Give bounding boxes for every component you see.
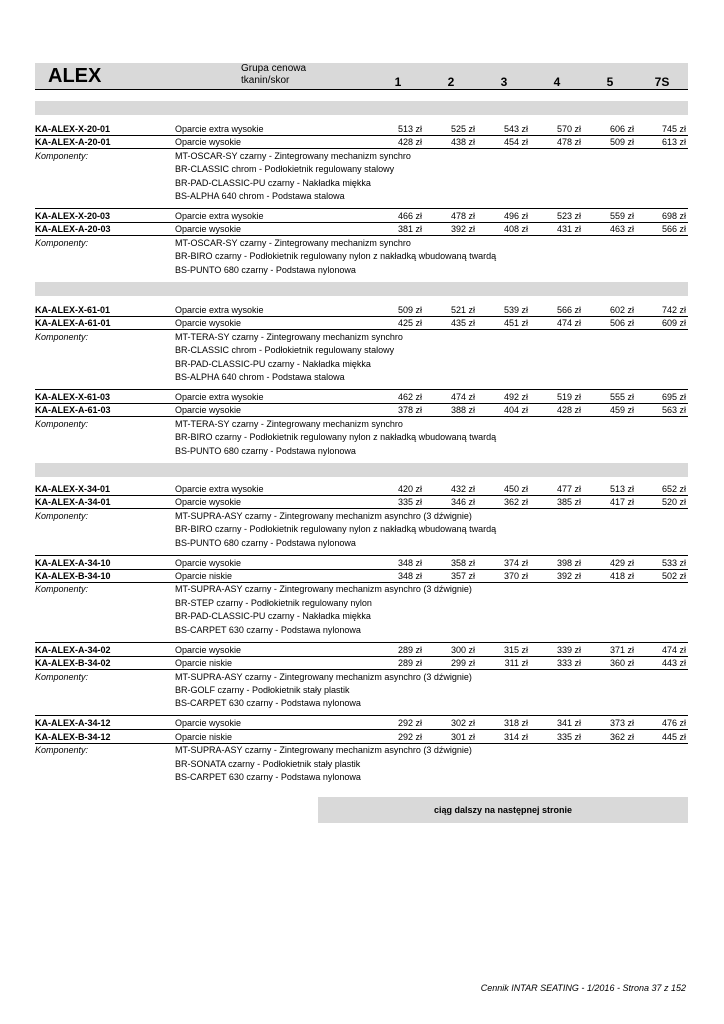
product-code: KA-ALEX-A-61-03 xyxy=(35,405,111,416)
price-cell: 357 zł xyxy=(450,571,475,582)
component-description: MT-OSCAR-SY czarny - Zintegrowany mechanizm synchro xyxy=(175,237,411,248)
price-cell: 502 zł xyxy=(661,571,686,582)
header-rule xyxy=(35,89,688,90)
product-code: KA-ALEX-X-20-01 xyxy=(35,124,111,134)
price-cell: 559 zł xyxy=(609,211,634,222)
product-description: Oparcie wysokie xyxy=(175,718,242,729)
price-cell: 292 zł xyxy=(397,731,422,742)
price-cell: 609 zł xyxy=(661,318,686,329)
price-cell: 398 zł xyxy=(556,557,581,568)
price-cell: 373 zł xyxy=(609,718,634,729)
block-rule xyxy=(35,642,688,643)
price-cell: 513 zł xyxy=(397,124,422,134)
component-row xyxy=(35,431,688,444)
component-row xyxy=(35,510,688,523)
price-cell: 314 zł xyxy=(503,731,528,742)
price-cell: 451 zł xyxy=(503,318,528,329)
component-row xyxy=(35,758,688,771)
price-cell: 478 zł xyxy=(556,137,581,148)
component-description: BR-STEP czarny - Podłokietnik regulowany nylon xyxy=(175,597,372,608)
component-description: BR-GOLF czarny - Podłokietnik stały plastik xyxy=(175,684,350,695)
column-header-2: 2 xyxy=(447,75,455,89)
continuation-note: ciąg dalszy na następnej stronie xyxy=(318,797,688,823)
price-cell: 525 zł xyxy=(450,124,475,134)
price-cell: 698 zł xyxy=(661,211,686,222)
price-cell: 566 zł xyxy=(556,305,581,315)
price-cell: 289 zł xyxy=(397,644,422,655)
price-cell: 318 zł xyxy=(503,718,528,729)
price-cell: 388 zł xyxy=(450,405,475,416)
price-cell: 289 zł xyxy=(397,658,422,669)
product-description: Oparcie wysokie xyxy=(175,224,242,235)
component-description: BR-CLASSIC chrom - Podłokietnik regulowany stalowy xyxy=(175,164,395,175)
product-description: Oparcie extra wysokie xyxy=(175,124,264,134)
component-description: BS-ALPHA 640 chrom - Podstawa stalowa xyxy=(175,372,345,382)
components-label: Komponenty: xyxy=(35,237,89,248)
product-code: KA-ALEX-A-34-02 xyxy=(35,644,111,655)
price-cell: 745 zł xyxy=(661,124,686,134)
component-description: MT-SUPRA-ASY czarny - Zintegrowany mechanizm asynchro (3 dźwignie) xyxy=(175,584,472,595)
price-cell: 443 zł xyxy=(661,658,686,669)
price-cell: 348 zł xyxy=(397,571,422,582)
component-description: BS-ALPHA 640 chrom - Podstawa stalowa xyxy=(175,191,345,201)
component-row xyxy=(35,177,688,190)
component-row xyxy=(35,418,688,431)
price-cell: 335 zł xyxy=(556,731,581,742)
components-label: Komponenty: xyxy=(35,418,89,429)
price-group-label xyxy=(241,63,306,87)
component-row xyxy=(35,264,688,277)
price-cell: 539 zł xyxy=(503,305,528,315)
component-description: MT-OSCAR-SY czarny - Zintegrowany mechanizm synchro xyxy=(175,150,411,161)
price-cell: 302 zł xyxy=(450,718,475,729)
column-header-1: 1 xyxy=(394,75,402,89)
product-description: Oparcie wysokie xyxy=(175,137,242,148)
column-header-3: 3 xyxy=(500,75,508,89)
price-cell: 509 zł xyxy=(609,137,634,148)
price-cell: 292 zł xyxy=(397,718,422,729)
components-label: Komponenty: xyxy=(35,584,89,595)
price-cell: 417 zł xyxy=(609,497,634,508)
component-description: BS-PUNTO 680 czarny - Podstawa nylonowa xyxy=(175,445,356,456)
product-description: Oparcie wysokie xyxy=(175,318,242,329)
product-description: Oparcie wysokie xyxy=(175,644,242,655)
product-code: KA-ALEX-B-34-12 xyxy=(35,731,111,742)
price-cell: 301 zł xyxy=(450,731,475,742)
product-code: KA-ALEX-X-20-03 xyxy=(35,211,111,222)
price-cell: 348 zł xyxy=(397,557,422,568)
price-cell: 606 zł xyxy=(609,124,634,134)
price-cell: 392 zł xyxy=(450,224,475,235)
price-cell: 533 zł xyxy=(661,557,686,568)
component-description: MT-SUPRA-ASY czarny - Zintegrowany mechanizm asynchro (3 dźwignie) xyxy=(175,745,472,756)
product-code: KA-ALEX-B-34-02 xyxy=(35,658,111,669)
price-cell: 523 zł xyxy=(556,211,581,222)
price-cell: 521 zł xyxy=(450,305,475,315)
price-cell: 602 zł xyxy=(609,305,634,315)
product-code: KA-ALEX-A-34-12 xyxy=(35,718,111,729)
price-cell: 652 zł xyxy=(661,484,686,494)
price-cell: 311 zł xyxy=(504,658,528,669)
price-cell: 478 zł xyxy=(450,211,475,222)
component-row xyxy=(35,190,688,203)
component-row xyxy=(35,445,688,458)
price-cell: 454 zł xyxy=(503,137,528,148)
component-row xyxy=(35,371,688,384)
component-row xyxy=(35,583,688,596)
component-row xyxy=(35,237,688,250)
price-cell: 742 zł xyxy=(661,305,686,315)
price-cell: 428 zł xyxy=(556,405,581,416)
price-group-label-line2: tkanin/skor xyxy=(241,75,290,86)
component-row xyxy=(35,331,688,344)
component-row xyxy=(35,771,688,784)
product-description: Oparcie wysokie xyxy=(175,497,242,508)
price-cell: 466 zł xyxy=(397,211,422,222)
price-cell: 566 zł xyxy=(661,224,686,235)
price-cell: 476 zł xyxy=(661,718,686,729)
component-description: MT-SUPRA-ASY czarny - Zintegrowany mechanizm asynchro (3 dźwignie) xyxy=(175,510,472,521)
component-row xyxy=(35,684,688,697)
price-cell: 370 zł xyxy=(503,571,528,582)
component-row xyxy=(35,163,688,176)
group-separator-band xyxy=(35,282,688,296)
component-description: MT-TERA-SY czarny - Zintegrowany mechanizm synchro xyxy=(175,331,403,342)
price-cell: 420 zł xyxy=(397,484,422,494)
block-rule xyxy=(35,389,688,390)
price-cell: 358 zł xyxy=(450,557,475,568)
price-cell: 474 zł xyxy=(661,644,686,655)
column-header-5: 5 xyxy=(606,75,614,89)
price-cell: 335 zł xyxy=(397,497,422,508)
price-cell: 381 zł xyxy=(397,224,422,235)
component-row xyxy=(35,250,688,263)
price-cell: 563 zł xyxy=(661,405,686,416)
components-label: Komponenty: xyxy=(35,510,89,521)
price-cell: 315 zł xyxy=(503,644,528,655)
product-description: Oparcie niskie xyxy=(175,731,233,742)
column-header-7s: 7S xyxy=(654,75,670,89)
price-cell: 431 zł xyxy=(556,224,581,235)
price-cell: 477 zł xyxy=(556,484,581,494)
component-row xyxy=(35,358,688,371)
price-cell: 429 zł xyxy=(609,557,634,568)
group-separator-band xyxy=(35,463,688,477)
product-description: Oparcie extra wysokie xyxy=(175,211,264,222)
price-cell: 374 zł xyxy=(503,557,528,568)
price-cell: 339 zł xyxy=(556,644,581,655)
price-cell: 300 zł xyxy=(450,644,475,655)
components-label: Komponenty: xyxy=(35,671,89,682)
price-cell: 408 zł xyxy=(503,224,528,235)
price-cell: 474 zł xyxy=(556,318,581,329)
block-rule xyxy=(35,555,688,556)
product-description: Oparcie wysokie xyxy=(175,557,242,568)
product-code: KA-ALEX-A-20-01 xyxy=(35,137,111,148)
column-header-4: 4 xyxy=(553,75,561,89)
price-cell: 432 zł xyxy=(450,484,475,494)
price-cell: 509 zł xyxy=(397,305,422,315)
component-description: BS-CARPET 630 czarny - Podstawa nylonowa xyxy=(175,624,361,635)
components-label: Komponenty: xyxy=(35,745,89,756)
component-row xyxy=(35,697,688,710)
price-cell: 496 zł xyxy=(503,211,528,222)
components-label: Komponenty: xyxy=(35,331,89,342)
product-description: Oparcie extra wysokie xyxy=(175,392,264,403)
components-label: Komponenty: xyxy=(35,150,89,161)
price-cell: 333 zł xyxy=(556,658,581,669)
block-rule xyxy=(35,208,688,209)
product-code: KA-ALEX-A-20-03 xyxy=(35,224,111,235)
price-cell: 371 zł xyxy=(609,644,634,655)
price-cell: 513 zł xyxy=(609,484,634,494)
price-cell: 492 zł xyxy=(503,392,528,403)
component-description: BS-CARPET 630 czarny - Podstawa nylonowa xyxy=(175,698,361,709)
product-code: KA-ALEX-A-61-01 xyxy=(35,318,111,329)
component-row xyxy=(35,624,688,637)
price-cell: 459 zł xyxy=(609,405,634,416)
component-description: MT-TERA-SY czarny - Zintegrowany mechanizm synchro xyxy=(175,418,403,429)
price-cell: 462 zł xyxy=(397,392,422,403)
component-row xyxy=(35,150,688,163)
price-cell: 341 zł xyxy=(556,718,581,729)
component-row xyxy=(35,344,688,357)
component-row xyxy=(35,610,688,623)
price-cell: 519 zł xyxy=(556,392,581,403)
product-code: KA-ALEX-X-61-03 xyxy=(35,392,111,403)
price-cell: 428 zł xyxy=(397,137,422,148)
price-group-label-line1: Grupa cenowa xyxy=(241,63,307,74)
group-separator-band xyxy=(35,101,688,115)
product-code: KA-ALEX-B-34-10 xyxy=(35,571,111,582)
price-cell: 445 zł xyxy=(661,731,686,742)
product-code: KA-ALEX-X-34-01 xyxy=(35,484,111,494)
component-description: BR-BIRO czarny - Podłokietnik regulowany nylon z nakładką wbudowaną twardą xyxy=(175,251,497,262)
component-description: BS-CARPET 630 czarny - Podstawa nylonowa xyxy=(175,772,361,783)
component-row xyxy=(35,671,688,684)
price-cell: 362 zł xyxy=(609,731,634,742)
price-cell: 555 zł xyxy=(609,392,634,403)
component-description: MT-SUPRA-ASY czarny - Zintegrowany mechanizm asynchro (3 dźwignie) xyxy=(175,671,472,682)
component-description: BR-CLASSIC chrom - Podłokietnik regulowany stalowy xyxy=(175,345,395,356)
component-description: BR-PAD-CLASSIC-PU czarny - Nakładka miękka xyxy=(175,358,371,369)
product-code: KA-ALEX-A-34-01 xyxy=(35,497,111,508)
price-cell: 418 zł xyxy=(609,571,634,582)
component-description: BS-PUNTO 680 czarny - Podstawa nylonowa xyxy=(175,537,356,548)
price-cell: 435 zł xyxy=(450,318,475,329)
price-cell: 570 zł xyxy=(556,124,581,134)
price-cell: 613 zł xyxy=(661,137,686,148)
component-row xyxy=(35,597,688,610)
product-code: KA-ALEX-A-34-10 xyxy=(35,557,111,568)
component-description: BS-PUNTO 680 czarny - Podstawa nylonowa xyxy=(175,264,356,275)
price-cell: 474 zł xyxy=(450,392,475,403)
price-cell: 520 zł xyxy=(661,497,686,508)
price-cell: 463 zł xyxy=(609,224,634,235)
product-description: Oparcie extra wysokie xyxy=(175,305,264,315)
component-row xyxy=(35,744,688,757)
component-description: BR-PAD-CLASSIC-PU czarny - Nakładka miękka xyxy=(175,611,371,622)
price-cell: 378 zł xyxy=(397,405,422,416)
page-footer: Cennik INTAR SEATING - 1/2016 - Strona 37 z 152 xyxy=(480,983,686,993)
component-row xyxy=(35,537,688,550)
product-description: Oparcie niskie xyxy=(175,658,233,669)
product-description: Oparcie extra wysokie xyxy=(175,484,264,494)
product-description: Oparcie wysokie xyxy=(175,405,242,416)
component-description: BR-PAD-CLASSIC-PU czarny - Nakładka miękka xyxy=(175,177,371,188)
price-cell: 404 zł xyxy=(503,405,528,416)
price-cell: 438 zł xyxy=(450,137,475,148)
price-cell: 346 zł xyxy=(450,497,475,508)
price-cell: 360 zł xyxy=(609,658,634,669)
price-cell: 362 zł xyxy=(503,497,528,508)
price-cell: 543 zł xyxy=(503,124,528,134)
price-cell: 299 zł xyxy=(450,658,475,669)
product-code: KA-ALEX-X-61-01 xyxy=(35,305,111,315)
price-cell: 506 zł xyxy=(609,318,634,329)
page-title: ALEX xyxy=(48,65,102,87)
price-cell: 450 zł xyxy=(503,484,528,494)
price-cell: 385 zł xyxy=(556,497,581,508)
product-description: Oparcie niskie xyxy=(175,571,233,582)
component-description: BR-BIRO czarny - Podłokietnik regulowany nylon z nakładką wbudowaną twardą xyxy=(175,432,497,443)
price-cell: 392 zł xyxy=(556,571,581,582)
component-description: BR-BIRO czarny - Podłokietnik regulowany nylon z nakładką wbudowaną twardą xyxy=(175,524,497,535)
component-row xyxy=(35,523,688,536)
component-description: BR-SONATA czarny - Podłokietnik stały plastik xyxy=(175,758,361,769)
price-cell: 695 zł xyxy=(661,392,686,403)
block-rule xyxy=(35,715,688,716)
price-cell: 425 zł xyxy=(397,318,422,329)
